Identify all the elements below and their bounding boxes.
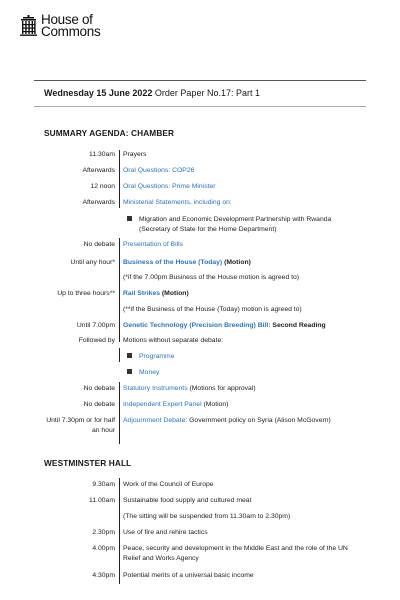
statement-item: Migration and Economic Development Partnership with Rwanda (Secretary of State for the Home Department) <box>139 216 332 233</box>
header-bottom-rule <box>34 106 366 107</box>
oral-questions-pm-link[interactable]: Oral Questions: Prime Minister <box>123 183 216 190</box>
agenda-time: 12 noon <box>90 183 115 190</box>
agenda-time: 11.00am <box>89 497 115 504</box>
presentation-of-bills-link[interactable]: Presentation of Bills <box>123 241 184 248</box>
agenda-time: 11.30am <box>89 151 115 158</box>
rail-strikes-link[interactable]: Rail Strikes <box>123 290 161 297</box>
agenda-time: 4.30pm <box>92 572 115 579</box>
bullet-square-icon <box>127 353 132 358</box>
agenda-note: (*if the 7.00pm Business of the House motion is agreed to) <box>123 274 300 281</box>
agenda-time: No debate <box>83 241 115 248</box>
statutory-instruments-link[interactable]: Statutory Instruments <box>123 385 188 392</box>
agenda-time: 9.30am <box>92 481 115 488</box>
agenda-time: Until 7.30pm or for half an hour <box>46 417 115 434</box>
bullet-square-icon <box>127 216 132 221</box>
sitting-date: Wednesday 15 June 2022 <box>44 88 153 98</box>
ministerial-statements-link[interactable]: Ministerial Statements, including on: <box>123 199 232 206</box>
agenda-item: Motions without separate debate: <box>123 337 224 344</box>
agenda-item: Peace, security and development in the Middle East and the role of the UN Relief and Works Agency <box>123 545 348 562</box>
logo-line-1: House of <box>41 12 93 27</box>
agenda-note: (**if the Business of the House (Today) motion is agreed to) <box>123 306 302 313</box>
programme-link[interactable]: Programme <box>139 353 175 360</box>
genetic-technology-bill-link[interactable]: Genetic Technology (Precision Breeding) Bill: <box>123 322 271 329</box>
agenda-item: Use of fire and rehire tactics <box>123 529 208 536</box>
agenda-time: No debate <box>83 401 115 408</box>
agenda-time: Afterwards <box>82 199 115 206</box>
money-link[interactable]: Money <box>139 369 160 376</box>
house-of-commons-logo <box>20 14 100 38</box>
independent-expert-panel-link[interactable]: Independent Expert Panel <box>123 401 202 408</box>
agenda-time: Followed by <box>78 337 115 344</box>
adjournment-debate-link[interactable]: Adjournment Debate: <box>123 417 188 424</box>
oral-questions-cop26-link[interactable]: Oral Questions: COP26 <box>123 167 195 174</box>
chamber-section-title: SUMMARY AGENDA: CHAMBER <box>44 128 175 138</box>
agenda-item: Work of the Council of Europe <box>123 481 214 488</box>
agenda-item: Sustainable food supply and cultured meat <box>123 497 252 504</box>
order-paper-number: Order Paper No.17: Part 1 <box>154 88 260 98</box>
business-of-the-house-link[interactable]: Business of the House (Today) <box>123 259 223 266</box>
agenda-time: No debate <box>83 385 115 392</box>
agenda-time: Afterwards <box>82 167 115 174</box>
agenda-item: Prayers <box>123 151 147 158</box>
agenda-time: Until any hour* <box>70 259 115 266</box>
agenda-time: Up to three hours** <box>57 290 115 297</box>
header-top-rule <box>34 80 366 81</box>
agenda-note: (The sitting will be suspended from 11.30am to 2.30pm) <box>123 513 291 520</box>
agenda-time: 4.00pm <box>92 545 115 552</box>
logo-wordmark <box>41 14 100 38</box>
agenda-time: 2.30pm <box>92 529 115 536</box>
agenda-item: Potential merits of a universal basic income <box>123 572 254 579</box>
bullet-square-icon <box>127 369 132 374</box>
westminster-hall-section-title: WESTMINSTER HALL <box>44 458 132 468</box>
logo-line-2: Commons <box>41 24 101 39</box>
agenda-time: Until 7.00pm <box>76 322 115 329</box>
portcullis-icon <box>20 15 37 37</box>
order-paper-heading <box>44 88 260 98</box>
